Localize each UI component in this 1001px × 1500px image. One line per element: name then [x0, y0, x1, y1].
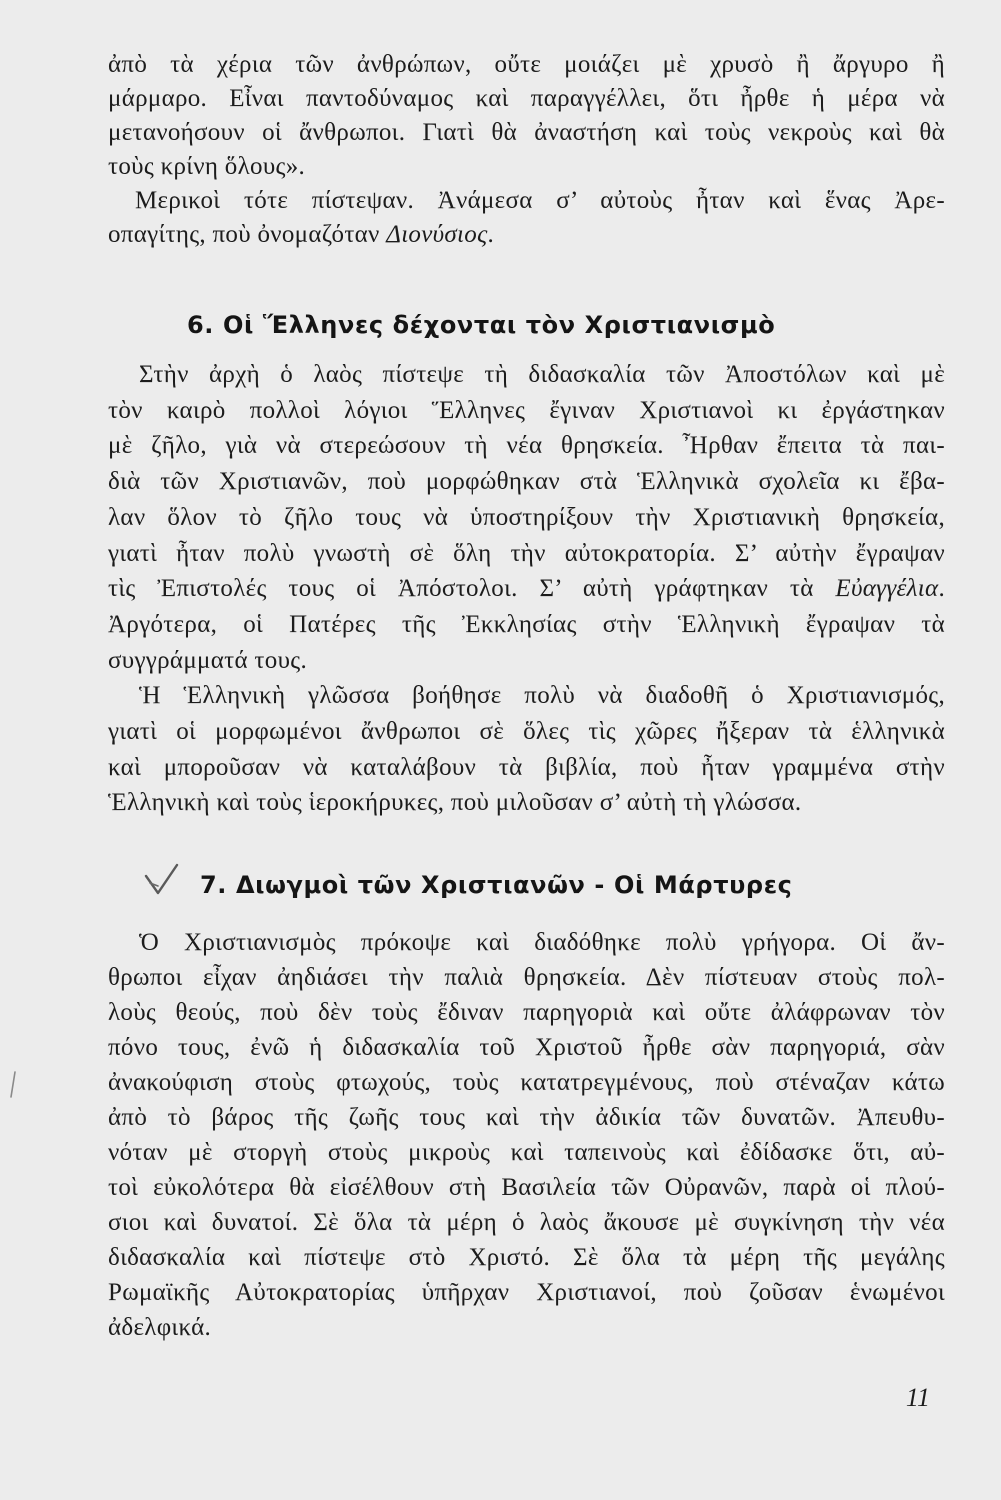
text-run: οπαγίτης, ποὺ ὀνομαζόταν	[108, 221, 387, 248]
text-line: διδασκαλία καὶ πίστεψε στὸ Χριστό. Σὲ ὅλα τὰ μέρη τῆς μεγάλης	[108, 1244, 945, 1271]
text-line: Στὴν ἀρχὴ ὁ λαὸς πίστεψε τὴ διδασκαλία τῶν Ἀποστόλων καὶ μὲ	[139, 361, 945, 388]
text-line: λοὺς θεούς, ποὺ δὲν τοὺς ἔδιναν παρηγοριὰ καὶ οὔτε ἀλάφρωναν τὸν	[108, 999, 945, 1026]
section-body	[108, 357, 945, 821]
text-line: Ἑλληνικὴ καὶ τοὺς ἱεροκήρυκες, ποὺ μιλοῦσαν σ’ αὐτὴ τὴ γλώσσα.	[108, 789, 802, 817]
text-line: Ρωμαϊκῆς Αὐτοκρατορίας ὑπῆρχαν Χριστιανοί, ποὺ ζοῦσαν ἑνωμένοι	[108, 1279, 945, 1306]
text-line: ἀπὸ τὰ χέρια τῶν ἀνθρώπων, οὔτε μοιάζει μὲ χρυσὸ ἢ ἄργυρο ἢ	[108, 51, 945, 78]
text-run: .	[938, 575, 945, 603]
text-line: Ἀργότερα, οἱ Πατέρες τῆς Ἐκκλησίας στὴν Ἑλληνικὴ ἔγραψαν τὰ	[108, 610, 945, 638]
text-line: Μερικοὶ τότε πίστεψαν. Ἀνάμεσα σ’ αὐτοὺς ἦταν καὶ ἕνας Ἀρε-	[135, 187, 945, 214]
text-line: γιατὶ ἦταν πολὺ γνωστὴ σὲ ὅλη τὴν αὐτοκρατορία. Σ’ αὐτὴν ἔγραψαν	[108, 539, 945, 567]
text-line	[108, 218, 945, 252]
paragraph	[108, 184, 945, 252]
handwritten-dash-mark	[150, 883, 158, 886]
text-line: μὲ ζῆλο, γιὰ νὰ στερεώσουν τὴ νέα θρησκεία. Ἦρθαν ἔπειτα τὰ παι-	[108, 432, 945, 460]
text-line: νόταν μὲ στοργὴ στοὺς μικροὺς καὶ ταπεινοὺς καὶ ἐδίδασκε ὅτι, αὐ-	[108, 1139, 945, 1166]
text-line: συγγράμματά τους.	[108, 646, 307, 674]
text-line: γιατὶ οἱ μορφωμένοι ἄνθρωποι σὲ ὅλες τὶς χῶρες ἤξεραν τὰ ἑλληνικὰ	[108, 718, 945, 746]
section-heading: 6. Οἱ Ἕλληνες δέχονται τὸν Χριστιανισμὸ	[187, 311, 776, 339]
paragraph	[108, 48, 945, 184]
text-line: μάρμαρο. Εἶναι παντοδύναμος καὶ παραγγέλλει, ὅτι ἦρθε ἡ μέρα νὰ	[108, 85, 945, 112]
text-line	[108, 571, 945, 607]
text-line: τὸν καιρὸ πολλοὶ λόγιοι Ἕλληνες ἔγιναν Χριστιανοὶ κι ἐργάστηκαν	[108, 396, 945, 424]
text-line: θρωποι εἶχαν ἀηδιάσει τὴν παλιὰ θρησκεία. Δὲν πίστευαν στοὺς πολ-	[108, 964, 945, 991]
italic-name: Διονύσιος	[386, 221, 488, 248]
italic-title: Εὐαγγέλια	[835, 575, 939, 603]
section-heading: 7. Διωγμοὶ τῶν Χριστιανῶν - Οἱ Μάρτυρες	[200, 871, 793, 899]
continuation-text	[108, 48, 945, 252]
margin-pencil-mark	[11, 1072, 15, 1097]
section-body	[108, 925, 945, 1345]
text-run: .	[487, 221, 495, 248]
text-line: τοὶ εὐκολότερα θὰ εἰσέλθουν στὴ Βασιλεία τῶν Οὐρανῶν, παρὰ οἱ πλού-	[108, 1174, 945, 1201]
paragraph	[108, 925, 945, 1345]
text-line: μετανοήσουν οἱ ἄνθρωποι. Γιατὶ θὰ ἀναστήση καὶ τοὺς νεκροὺς καὶ θὰ	[108, 119, 945, 146]
text-line: πόνο τους, ἐνῶ ἡ διδασκαλία τοῦ Χριστοῦ ἦρθε σὰν παρηγοριά, σὰν	[108, 1034, 945, 1061]
text-line: λαν ὅλον τὸ ζῆλο τους νὰ ὑποστηρίξουν τὴν Χριστιανικὴ θρησκεία,	[108, 503, 945, 531]
text-line: ἀνακούφιση στοὺς φτωχούς, τοὺς κατατρεγμένους, ποὺ στέναζαν κάτω	[108, 1069, 945, 1096]
paragraph	[108, 678, 945, 821]
text-line: ἀπὸ τὸ βάρος τῆς ζωῆς τους καὶ τὴν ἀδικία τῶν δυνατῶν. Ἀπευθυ-	[108, 1104, 945, 1131]
page-number: 11	[905, 1383, 930, 1412]
text-line: διὰ τῶν Χριστιανῶν, ποὺ μορφώθηκαν στὰ Ἑλληνικὰ σχολεῖα κι ἔβα-	[108, 468, 945, 496]
text-line: σιοι καὶ δυνατοί. Σὲ ὅλα τὰ μέρη ὁ λαὸς ἄκουσε μὲ συγκίνηση τὴν νέα	[108, 1209, 945, 1236]
handwritten-check-mark	[146, 865, 177, 893]
text-line: Ἡ Ἑλληνικὴ γλῶσσα βοήθησε πολὺ νὰ διαδοθῆ ὁ Χριστιανισμός,	[139, 682, 945, 710]
text-line: ἀδελφικά.	[108, 1314, 212, 1341]
text-run: τὶς Ἐπιστολές τους οἱ Ἀπόστολοι. Σ’ αὐτὴ γράφτηκαν τὰ	[108, 575, 836, 603]
text-line: καὶ μποροῦσαν νὰ καταλάβουν τὰ βιβλία, ποὺ ἦταν γραμμένα στὴν	[108, 753, 945, 781]
text-line: Ὁ Χριστιανισμὸς πρόκοψε καὶ διαδόθηκε πολὺ γρήγορα. Οἱ ἄν-	[139, 929, 945, 956]
paragraph	[108, 357, 945, 678]
text-line: τοὺς κρίνη ὅλους».	[108, 153, 306, 180]
